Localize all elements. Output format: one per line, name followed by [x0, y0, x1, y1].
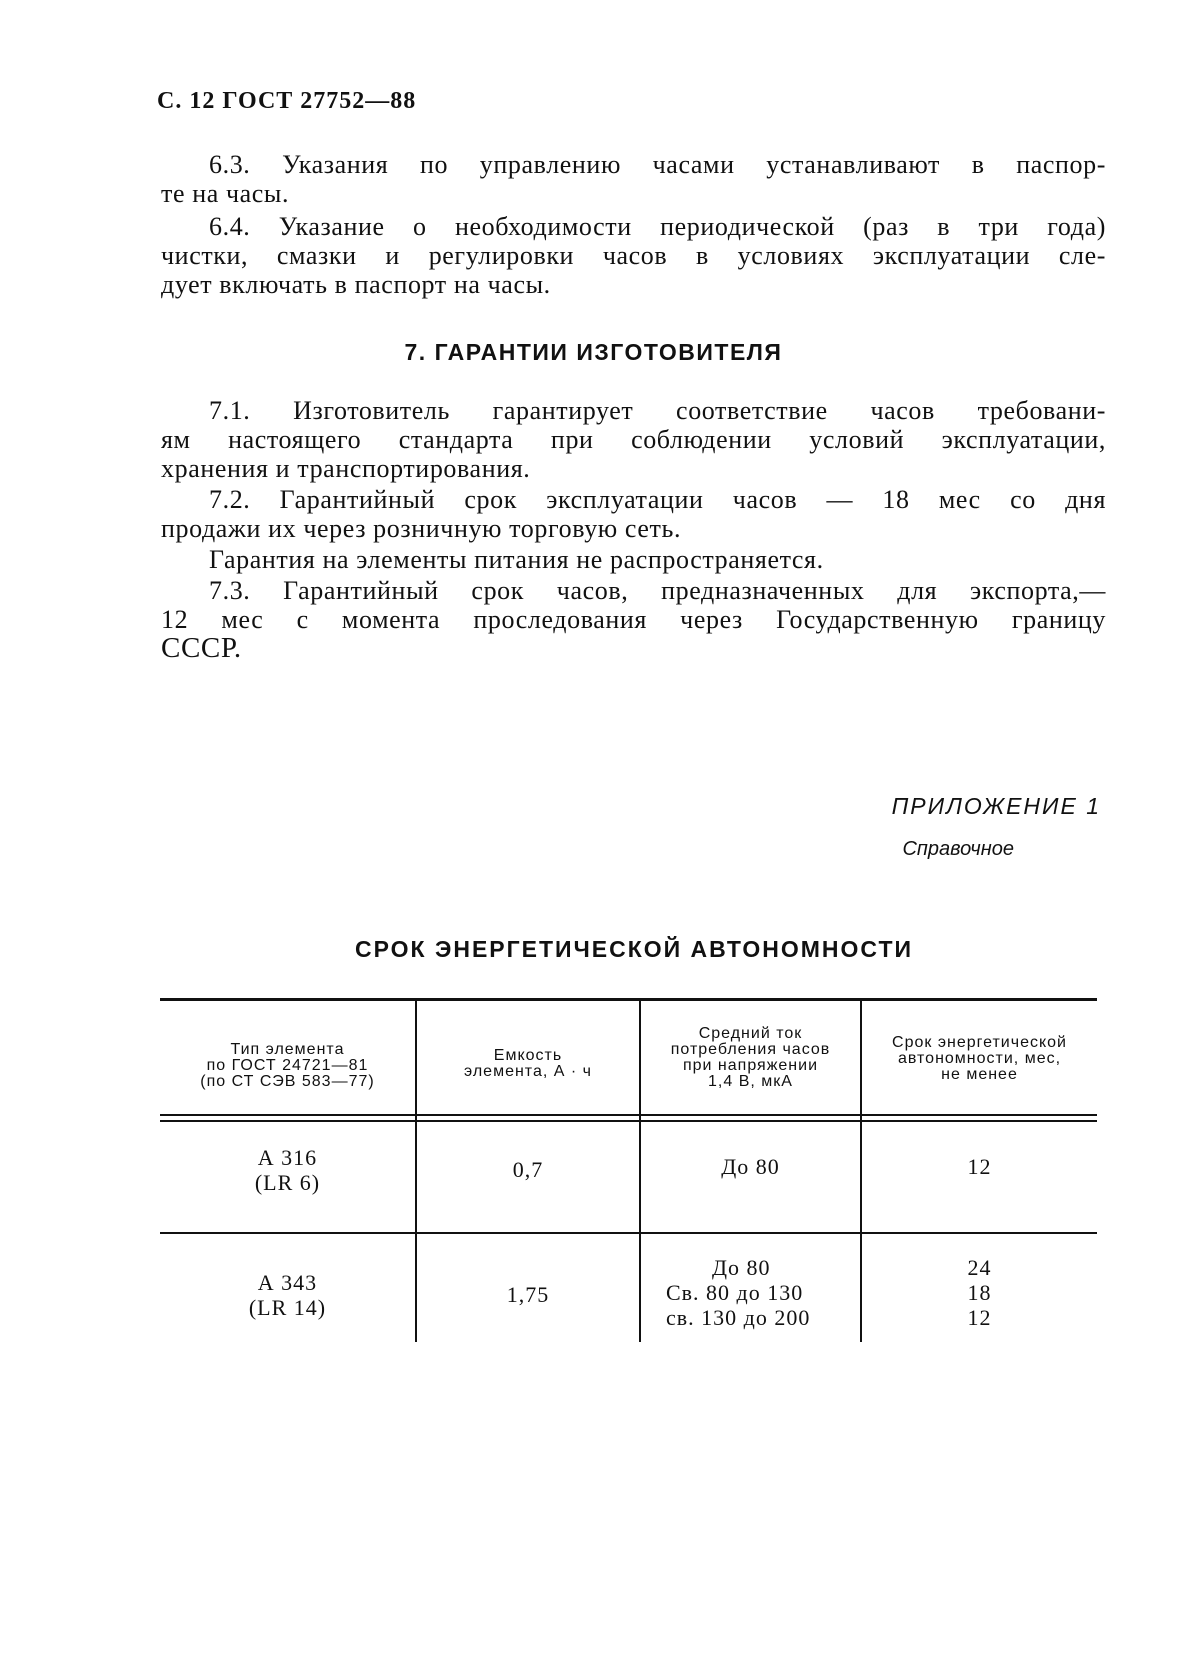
paragraph-line: ям настоящего стандарта при соблюдении условий эксплуатации, [161, 425, 1106, 454]
cell-line: (LR 14) [248, 1295, 327, 1320]
header-line: автономности, мес, [897, 1050, 1062, 1067]
cell-line: А 316 [257, 1145, 318, 1170]
paragraph-line: продажи их через розничную торговую сеть. [161, 514, 682, 543]
header-current [641, 1026, 860, 1090]
paragraph-7-2 [161, 485, 1106, 543]
paragraph-6-4 [161, 212, 1106, 299]
paragraph-7-1 [161, 396, 1106, 483]
paragraph-line: 6.3. Указания по управлению часами устанавливают в паспор- [209, 150, 1106, 179]
paragraph-7-3 [161, 576, 1106, 663]
cell-line: 12 [967, 1154, 992, 1179]
cell-line: А 343 [257, 1270, 318, 1295]
cell-line: 18 [967, 1280, 992, 1305]
paragraph-line: 6.4. Указание о необходимости периодической (раз в три года) [209, 212, 1106, 241]
header-line: Срок энергетической [892, 1034, 1067, 1051]
cell-current [641, 1154, 860, 1179]
appendix-subtitle: Справочное [902, 838, 1014, 860]
paragraph-line: СССР. [161, 632, 242, 664]
paragraph-line: те на часы. [161, 179, 290, 208]
paragraph-line: Гарантия на элементы питания не распространяется. [209, 545, 824, 574]
cell-line: 24 [967, 1255, 992, 1280]
header-element-type [160, 1042, 415, 1090]
cell-line: До 80 [721, 1154, 780, 1179]
appendix-title: ПРИЛОЖЕНИЕ 1 [891, 793, 1101, 819]
section-title: 7. ГАРАНТИИ ИЗГОТОВИТЕЛЯ [404, 339, 783, 365]
paragraph-line: 12 мес с момента проследования через Государственную границу [161, 605, 1106, 634]
header-line: 1,4 В, мкА [708, 1073, 793, 1090]
cell-line: Св. 80 до 130 [666, 1280, 804, 1305]
paragraph-line: чистки, смазки и регулировки часов в условиях эксплуатации сле- [161, 241, 1106, 270]
paragraph-line: 7.1. Изготовитель гарантирует соответствие часов требовани- [209, 396, 1106, 425]
header-autonomy [862, 1035, 1097, 1083]
cell-element-type [160, 1270, 415, 1320]
header-line: Тип элемента [230, 1041, 345, 1058]
header-line: элемента, А · ч [464, 1063, 592, 1080]
header-line: не менее [941, 1066, 1018, 1083]
paragraph-7-2-note [161, 545, 1106, 574]
table-header-rule [160, 1114, 1097, 1116]
table-header-rule [160, 1120, 1097, 1122]
header-line: Емкость [493, 1047, 563, 1064]
table-top-rule [160, 998, 1097, 1001]
header-line: потребления часов [670, 1041, 831, 1058]
table-row-divider [160, 1232, 1097, 1234]
cell-autonomy [862, 1255, 1097, 1330]
cell-element-type [160, 1145, 415, 1195]
cell-capacity: 1,75 [506, 1282, 550, 1307]
header-capacity [417, 1048, 639, 1080]
header-line: по ГОСТ 24721—81 [206, 1057, 369, 1074]
header-line: при напряжении [682, 1057, 819, 1074]
cell-autonomy [862, 1154, 1097, 1179]
cell-capacity: 0,7 [512, 1157, 544, 1182]
cell-line: До 80 [712, 1255, 771, 1280]
cell-line: 12 [967, 1305, 992, 1330]
paragraph-line: 7.3. Гарантийный срок часов, предназначенных для экспорта,— [209, 576, 1106, 605]
paragraph-line: 7.2. Гарантийный срок эксплуатации часов — 18 мес со дня [209, 485, 1106, 514]
header-line: Средний ток [698, 1025, 803, 1042]
cell-line: (LR 6) [254, 1170, 321, 1195]
paragraph-line: дует включать в паспорт на часы. [161, 270, 551, 299]
cell-current [666, 1255, 860, 1330]
paragraph-6-3 [161, 150, 1106, 208]
page-header: С. 12 ГОСТ 27752—88 [157, 88, 417, 114]
table-title: СРОК ЭНЕРГЕТИЧЕСКОЙ АВТОНОМНОСТИ [355, 936, 914, 962]
cell-line: св. 130 до 200 [666, 1305, 811, 1330]
paragraph-line: хранения и транспортирования. [161, 454, 531, 483]
header-line: (по СТ СЭВ 583—77) [200, 1073, 375, 1090]
